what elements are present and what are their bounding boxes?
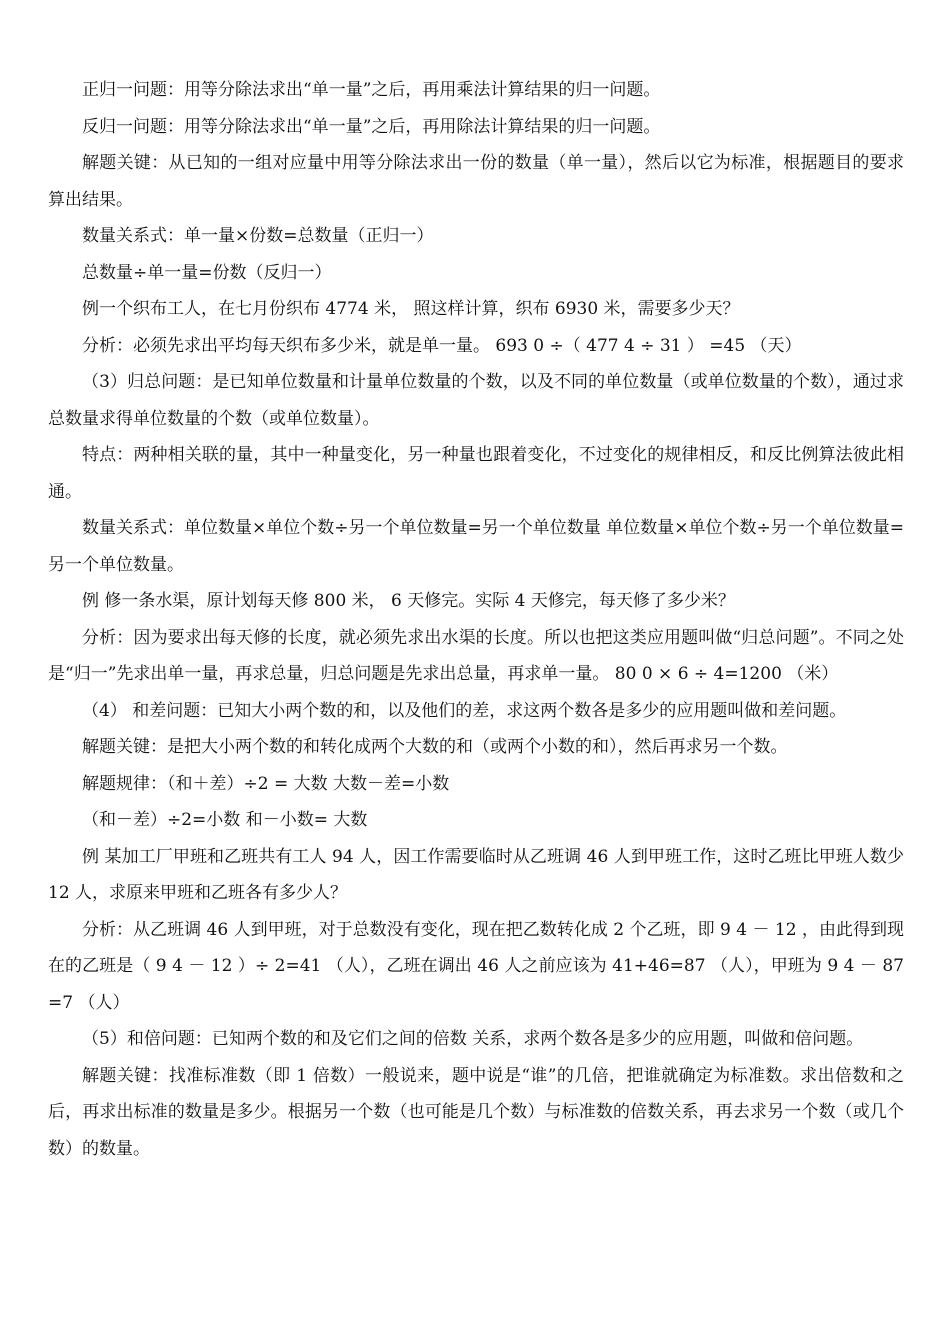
paragraph-hecha-analysis: 分析：从乙班调 46 人到甲班，对于总数没有变化，现在把乙数转化成 2 个乙班，即 9 4 － 12 ，由此得到现在的乙班是（ 9 4 － 12 ）÷ 2=41 （人），乙班在调出 46 人之前应该为 41+46=87 （人），甲班为 9 4 － 87=7 （人）: [48, 919, 904, 1013]
paragraph-guizong-formula: 数量关系式：单位数量×单位个数÷另一个单位数量=另一个单位数量 单位数量×单位个数÷另一个单位数量= 另一个单位数量。: [48, 518, 904, 575]
paragraph-hecha-example: 例 某加工厂甲班和乙班共有工人 94 人，因工作需要临时从乙班调 46 人到甲班工作，这时乙班比甲班人数少 12 人，求原来甲班和乙班各有多少人？: [48, 846, 904, 903]
paragraph-zheng-guiyi: 正归一问题：用等分除法求出“单一量”之后，再用乘法计算结果的归一问题。: [82, 80, 661, 100]
paragraph-guiyi-formula-2: 总数量÷单一量=份数（反归一）: [82, 262, 332, 283]
paragraph-hecha-key: 解题关键：是把大小两个数的和转化成两个大数的和（或两个小数的和），然后再求另一个数。: [82, 737, 788, 757]
paragraph-hecha-rule-2: （和－差）÷2=小数 和－小数= 大数: [82, 810, 368, 830]
paragraph-guizong-heading: （3）归总问题：是已知单位数量和计量单位数量的个数，以及不同的单位数量（或单位数量的个数），通过求总数量求得单位数量的个数（或单位数量）。: [48, 372, 904, 429]
paragraph-fan-guiyi: 反归一问题：用等分除法求出“单一量”之后，再用除法计算结果的归一问题。: [82, 116, 661, 137]
paragraph-hebei-key: 解题关键：找准标准数（即 1 倍数）一般说来，题中说是“谁”的几倍，把谁就确定为标准数。求出倍数和之后，再求出标准的数量是多少。根据另一个数（也可能是几个数）与标准数的倍数关系，再去求另一个数（或几个数）的数量。: [48, 1065, 904, 1159]
paragraph-hecha-rule-1: 解题规律：（和＋差）÷2 = 大数 大数－差=小数: [82, 773, 450, 794]
paragraph-hecha-heading: （4） 和差问题：已知大小两个数的和，以及他们的差，求这两个数各是多少的应用题叫做和差问题。: [82, 700, 847, 721]
paragraph-hebei-heading: （5）和倍问题：已知两个数的和及它们之间的倍数 关系，求两个数各是多少的应用题，叫做和倍问题。: [82, 1029, 864, 1049]
paragraph-guiyi-key: 解题关键：从已知的一组对应量中用等分除法求出一份的数量（单一量），然后以它为标准，根据题目的要求算出结果。: [48, 153, 904, 210]
document-body: [48, 72, 904, 1167]
paragraph-guiyi-formula-1: 数量关系式：单一量×份数=总数量（正归一）: [82, 226, 434, 246]
paragraph-guizong-example: 例 修一条水渠，原计划每天修 800 米， 6 天修完。实际 4 天修完，每天修了多少米？: [82, 591, 735, 611]
paragraph-guizong-feature: 特点：两种相关联的量，其中一种量变化，另一种量也跟着变化，不过变化的规律相反，和反比例算法彼此相通。: [48, 445, 904, 502]
paragraph-guizong-analysis: 分析：因为要求出每天修的长度，就必须先求出水渠的长度。所以也把这类应用题叫做“归总问题”。不同之处是“归一”先求出单一量，再求总量，归总问题是先求出总量，再求单一量。 80 0 × 6 ÷ 4=1200 （米）: [48, 627, 904, 684]
paragraph-guiyi-example: 例一个织布工人，在七月份织布 4774 米， 照这样计算，织布 6930 米，需要多少天？: [82, 299, 740, 319]
paragraph-guiyi-analysis: 分析：必须先求出平均每天织布多少米，就是单一量。 693 0 ÷（ 477 4 ÷ 31 ） =45 （天）: [82, 335, 802, 356]
